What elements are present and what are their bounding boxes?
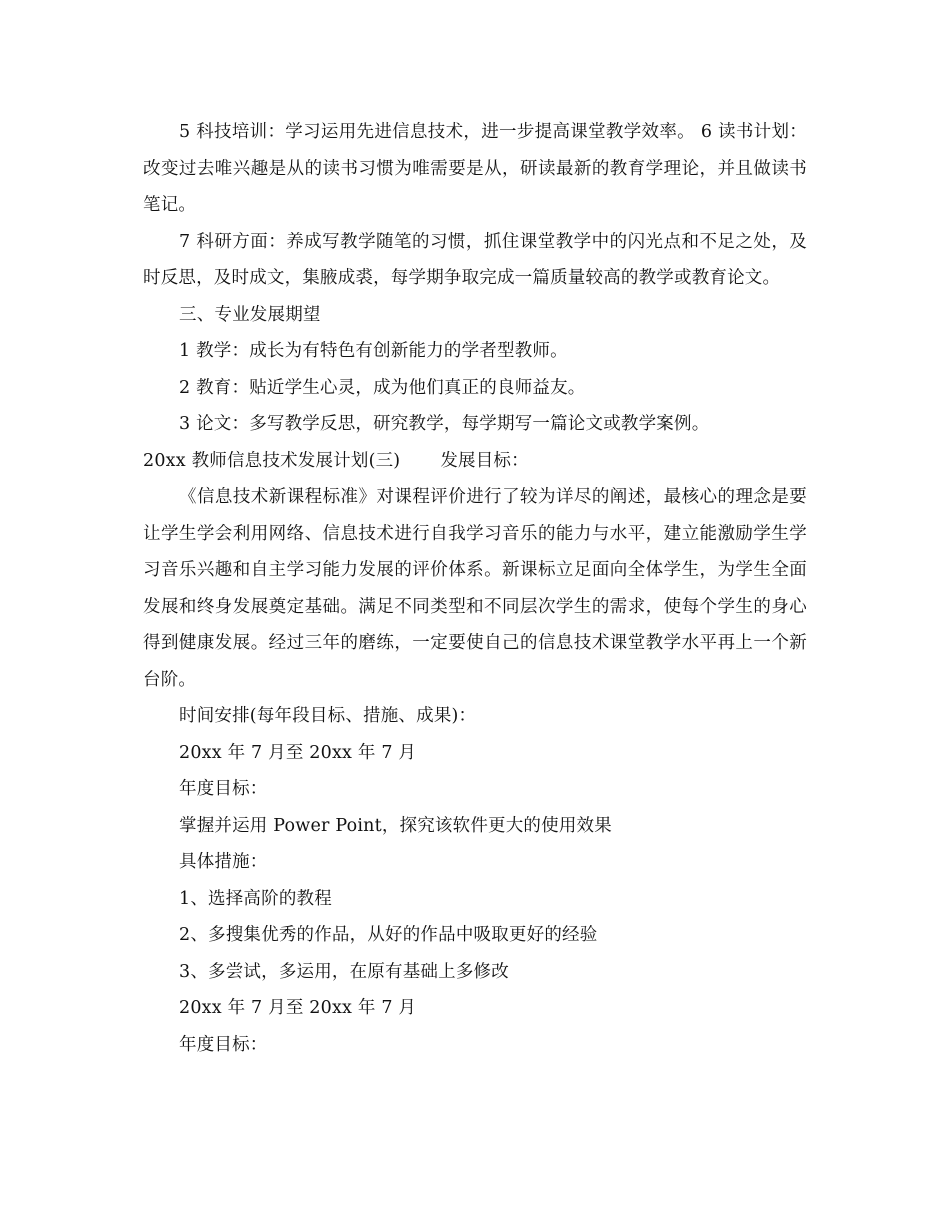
schedule-heading: 时间安排(每年段目标、措施、成果)： (179, 706, 477, 726)
measure-item-1: 1、选择高阶的教程 (179, 888, 332, 909)
measure-item-2: 2、多搜集优秀的作品，从好的作品中吸取更好的经验 (179, 925, 598, 945)
plan-title: 20xx 教师信息技术发展计划(三) (143, 450, 401, 471)
annual-goal-label-2: 年度目标： (179, 1034, 268, 1055)
measures-label: 具体措施： (179, 852, 268, 872)
paragraph-tech-training: 5 科技培训：学习运用先进信息技术，进一步提高课堂教学效率。 6 读书计划：改变过去唯兴趣是从的读书习惯为唯需要是从，研读最新的教育学理论，并且做读书笔记。 (143, 122, 807, 215)
list-item-papers: 3 论文：多写教学反思，研究教学，每学期写一篇论文或教学案例。 (179, 414, 710, 434)
schedule-period-2: 20xx 年 7 月至 20xx 年 7 月 (179, 998, 417, 1018)
measure-item-3: 3、多尝试，多运用，在原有基础上多修改 (179, 961, 509, 982)
list-item-education: 2 教育：贴近学生心灵，成为他们真正的良师益友。 (179, 377, 586, 398)
paragraph-development-goal: 《信息技术新课程标准》对课程评价进行了较为详尽的阐述，最核心的理念是要让学生学会利用网络、信息技术进行自我学习音乐的能力与水平，建立能激励学生学习音乐兴趣和自主学习能力发展的评价体系。新课标立足面向全体学生，为学生全面发展和终身发展奠定基础。满足不同类型和不同层次学生的需求，使每个学生的身心得到健康发展。经过三年的磨练，一定要使自己的信息技术课堂教学水平再上一个新台阶。 (143, 487, 807, 690)
annual-goal-text: 掌握并运用 Power Point，探究该软件更大的使用效果 (179, 815, 612, 836)
plan-goal-label: 发展目标： (440, 450, 529, 471)
section-heading-professional-development: 三、专业发展期望 (179, 304, 321, 325)
plan-title-line (143, 443, 807, 480)
list-item-teaching: 1 教学：成长为有特色有创新能力的学者型教师。 (179, 341, 568, 361)
paragraph-research: 7 科研方面：养成写教学随笔的习惯，抓住课堂教学中的闪光点和不足之处，及时反思，及时成文，集腋成裘，每学期争取完成一篇质量较高的教学或教育论文。 (143, 231, 807, 288)
schedule-period-1: 20xx 年 7 月至 20xx 年 7 月 (179, 742, 417, 763)
document-body (143, 114, 807, 1063)
annual-goal-label-1: 年度目标： (179, 779, 268, 799)
